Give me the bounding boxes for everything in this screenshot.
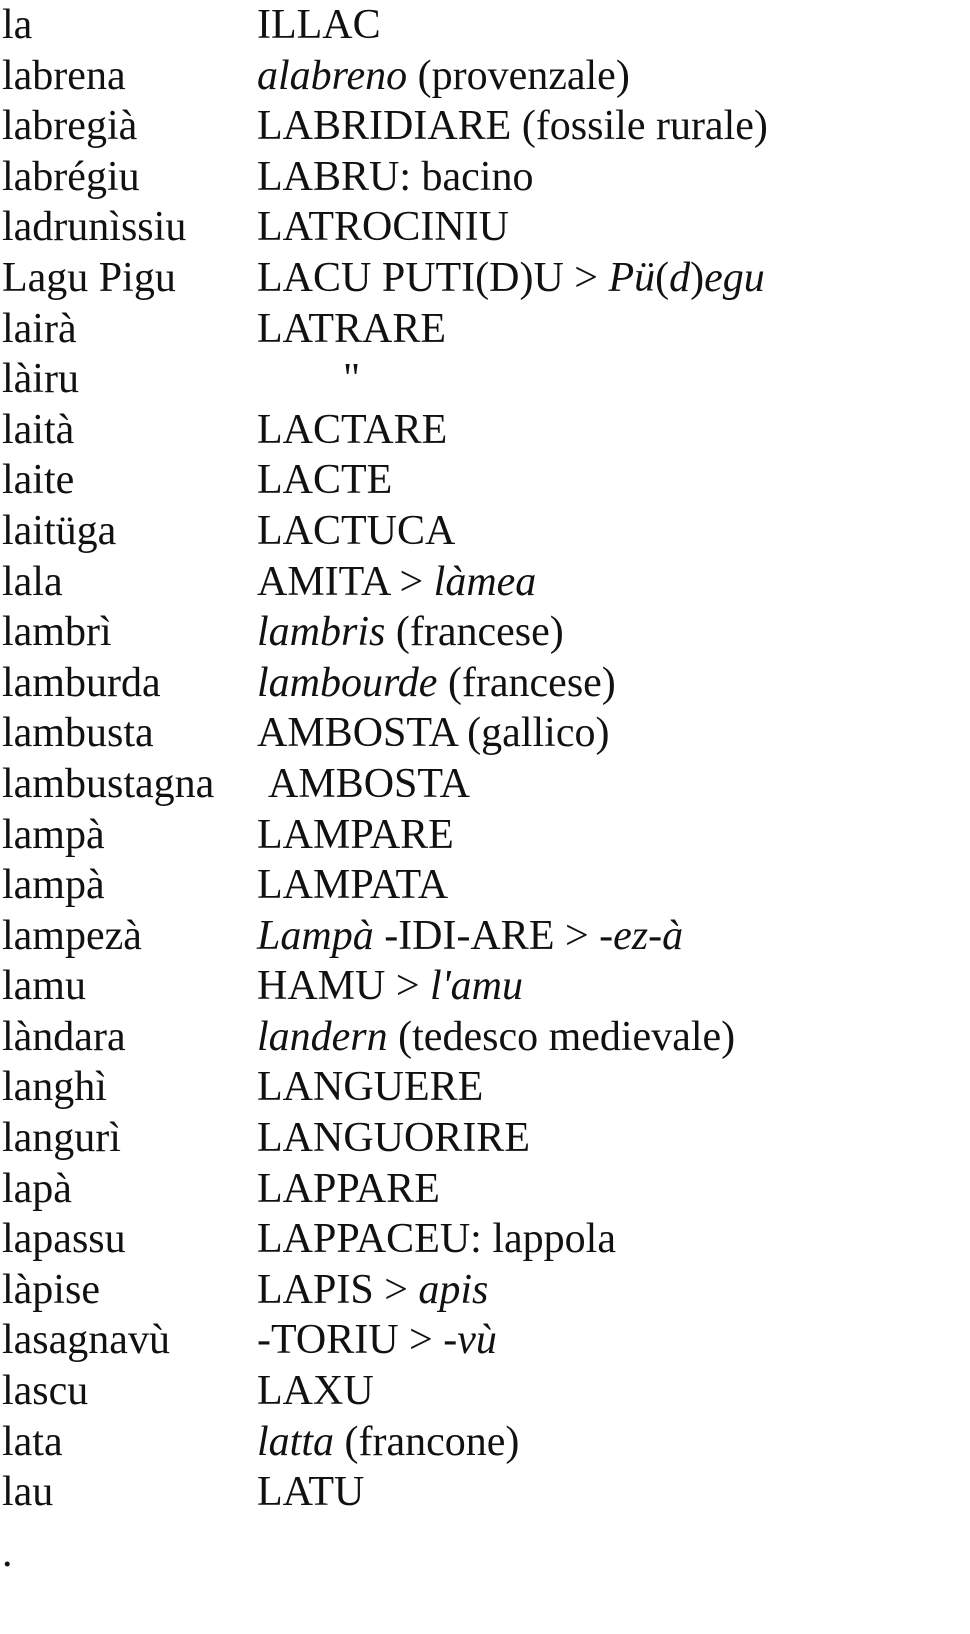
- entry-etymology: [343, 354, 360, 405]
- etymology-italic-segment: landern: [257, 1013, 388, 1060]
- entry-etymology: [257, 1012, 735, 1063]
- entry-etymology: [257, 51, 630, 102]
- entry-term: la: [2, 2, 33, 48]
- entry-etymology: [257, 607, 564, 658]
- entry-etymology: [257, 1113, 530, 1164]
- etymology-segment: (francone): [334, 1418, 520, 1465]
- etymology-segment: ILLAC: [257, 2, 381, 48]
- etymology-segment: LATRARE: [257, 305, 446, 352]
- etymology-italic-segment: Pü: [608, 254, 656, 301]
- entry-term: lamu: [2, 963, 86, 1010]
- etymology-segment: LABRIDIARE (fossile rurale): [257, 103, 768, 150]
- entry-etymology: [257, 304, 446, 355]
- etymology-segment: (provenzale): [407, 52, 630, 99]
- entry-etymology: [257, 1062, 483, 1113]
- etymology-segment: AMBOSTA: [268, 760, 471, 807]
- entry-etymology: [257, 810, 454, 861]
- etymology-segment: LAPIS >: [257, 1266, 419, 1313]
- entry-term: lasagnavù: [2, 1317, 170, 1364]
- entry-etymology: [257, 1366, 374, 1417]
- etymology-italic-segment: l'amu: [430, 963, 524, 1010]
- etymology-segment: (: [655, 254, 670, 301]
- entry-term: labregià: [2, 103, 138, 150]
- glossary-entry: [0, 354, 970, 405]
- entry-etymology: [257, 911, 683, 962]
- entry-etymology: [257, 1315, 497, 1366]
- glossary-entry: [0, 810, 970, 861]
- entry-term: lambusta: [2, 710, 154, 757]
- glossary-entry: [0, 51, 970, 102]
- glossary-entry: [0, 101, 970, 152]
- etymology-italic-segment: lambris: [257, 609, 386, 656]
- entry-etymology: [257, 658, 616, 709]
- etymology-segment: AMBOSTA (gallico): [257, 710, 610, 757]
- entry-term: langhì: [2, 1064, 107, 1111]
- etymology-segment: ): [690, 254, 705, 301]
- entry-term: laitüga: [2, 507, 117, 554]
- entry-etymology: [268, 759, 470, 810]
- entry-etymology: [257, 455, 392, 506]
- entry-term: lampezà: [2, 912, 142, 959]
- etymology-segment: -TORIU >: [257, 1317, 444, 1364]
- glossary-entry: [0, 152, 970, 203]
- etymology-segment: LAMPARE: [257, 811, 454, 858]
- etymology-segment: ": [343, 356, 361, 403]
- entry-etymology: [257, 202, 509, 253]
- etymology-italic-segment: -ez-à: [599, 912, 684, 959]
- glossary-entry: [0, 1214, 970, 1265]
- entry-term: lau: [2, 1469, 54, 1516]
- entry-term: làndara: [2, 1013, 126, 1060]
- entry-term: ladrunìssiu: [2, 204, 187, 251]
- etymology-segment: (francese): [385, 609, 564, 656]
- entry-term: labrégiu: [2, 153, 140, 200]
- etymology-segment: LACU PUTI(D)U >: [257, 254, 609, 301]
- entry-etymology: [257, 961, 523, 1012]
- glossary-entry: [0, 405, 970, 456]
- etymology-italic-segment: apis: [418, 1266, 489, 1313]
- glossary-entry: [0, 1012, 970, 1063]
- entry-etymology: [257, 708, 609, 759]
- entry-etymology: [257, 253, 765, 304]
- glossary-entry: [0, 455, 970, 506]
- glossary-entry: [0, 506, 970, 557]
- glossary-entry: [0, 1366, 970, 1417]
- etymology-segment: LAPPARE: [257, 1165, 440, 1212]
- glossary-entry: [0, 1062, 970, 1113]
- entry-term: lascu: [2, 1368, 89, 1415]
- glossary-entry: [0, 1417, 970, 1468]
- entry-term: laità: [2, 406, 75, 453]
- glossary-entry: [0, 1265, 970, 1316]
- etymology-segment: LACTE: [257, 457, 393, 504]
- glossary-entry: [0, 202, 970, 253]
- glossary-entry: [0, 253, 970, 304]
- etymology-segment: LACTUCA: [257, 507, 456, 554]
- entry-term: lamburda: [2, 659, 161, 706]
- entry-term: lala: [2, 558, 63, 605]
- entry-term: lampà: [2, 811, 105, 858]
- entry-term: lambrì: [2, 609, 112, 656]
- entry-term: Lagu Pigu: [2, 254, 176, 301]
- entry-term: lampà: [2, 862, 105, 909]
- etymology-segment: LAMPATA: [257, 862, 449, 909]
- entry-term: langurì: [2, 1115, 121, 1162]
- entry-term: lambustagna: [2, 760, 215, 807]
- entry-term: lapassu: [2, 1216, 126, 1263]
- entry-term: lapà: [2, 1165, 72, 1212]
- glossary-entry: [0, 0, 970, 51]
- etymology-italic-segment: alabreno: [257, 52, 408, 99]
- trailing-mark: .: [2, 1530, 13, 1576]
- entry-etymology: [257, 0, 381, 51]
- etymology-segment: LABRU: bacino: [257, 153, 534, 200]
- etymology-italic-segment: latta: [257, 1418, 335, 1465]
- glossary-entry: [0, 304, 970, 355]
- etymology-segment: AMITA >: [257, 558, 434, 605]
- entry-etymology: [257, 1214, 616, 1265]
- etymology-segment: LANGUORIRE: [257, 1115, 530, 1162]
- glossary-entry: [0, 759, 970, 810]
- etymology-segment: (francese): [437, 659, 616, 706]
- etymology-italic-segment: lambourde: [257, 659, 438, 706]
- entry-etymology: [257, 1417, 519, 1468]
- entry-etymology: [257, 152, 533, 203]
- entry-etymology: [257, 860, 448, 911]
- etymology-segment: LAPPACEU: lappola: [257, 1216, 616, 1263]
- etymology-segment: -IDI-ARE >: [373, 912, 600, 959]
- entry-term: laite: [2, 457, 75, 504]
- entry-etymology: [257, 1265, 488, 1316]
- entry-etymology: [257, 557, 536, 608]
- etymology-italic-segment: egu: [704, 254, 765, 301]
- glossary-entry: [0, 1315, 970, 1366]
- etymology-segment: HAMU >: [257, 963, 431, 1010]
- entry-term: lata: [2, 1418, 63, 1465]
- glossary-entry: [0, 658, 970, 709]
- entry-etymology: [257, 1467, 364, 1518]
- etymology-italic-segment: d: [669, 254, 691, 301]
- glossary-entry: [0, 1113, 970, 1164]
- glossary-entry: [0, 911, 970, 962]
- entry-etymology: [257, 1164, 440, 1215]
- entry-term: lairà: [2, 305, 77, 352]
- etymology-italic-segment: làmea: [433, 558, 537, 605]
- glossary-entry: [0, 607, 970, 658]
- etymology-segment: (tedesco medievale): [387, 1013, 736, 1060]
- etymology-italic-segment: Lampà: [257, 912, 374, 959]
- entry-etymology: [257, 506, 455, 557]
- entry-etymology: [257, 101, 768, 152]
- glossary-entry: [0, 961, 970, 1012]
- glossary-entry: [0, 1467, 970, 1518]
- glossary-entry: [0, 860, 970, 911]
- entry-etymology: [257, 405, 447, 456]
- etymology-segment: LATROCINIU: [257, 204, 509, 251]
- entry-term: labrena: [2, 52, 126, 99]
- etymology-segment: LATU: [257, 1469, 365, 1516]
- entry-term: làpise: [2, 1266, 100, 1313]
- glossary-entry: [0, 1164, 970, 1215]
- glossary-entry: [0, 708, 970, 759]
- etymology-segment: LACTARE: [257, 406, 448, 453]
- etymology-segment: LANGUERE: [257, 1064, 484, 1111]
- entry-term: làiru: [2, 356, 79, 403]
- glossary-entry: [0, 557, 970, 608]
- etymology-italic-segment: -vù: [443, 1317, 497, 1364]
- etymology-segment: LAXU: [257, 1368, 374, 1415]
